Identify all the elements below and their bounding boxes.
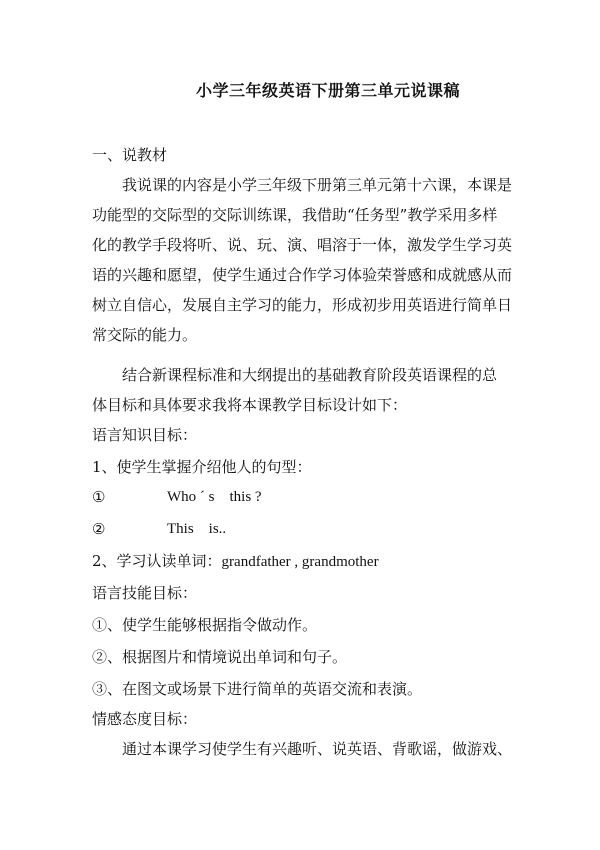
- paragraph-line: 树立自信心，发展自主学习的能力，形成初步用英语进行简单日: [92, 296, 513, 314]
- skill-item-2: ②、根据图片和情境说出单词和句子。: [92, 648, 348, 666]
- paragraph-line: 我说课的内容是小学三年级下册第三单元第十六课，本课是: [122, 176, 513, 194]
- skill-item-3: ③、在图文或场景下进行简单的英语交流和表演。: [92, 680, 423, 698]
- paragraph-line: 语的兴趣和愿望，使学生通过合作学习体验荣誉感和成就感从而: [92, 266, 513, 284]
- objective-item-2-prefix: 2、学习认读单词：: [92, 552, 222, 570]
- section-heading-teaching-material: 一、说教材: [92, 146, 168, 164]
- sentence-pattern-2: This is..: [167, 521, 227, 537]
- sentence-pattern-1: Who ´ s this ?: [167, 489, 262, 505]
- emotion-attitude-heading: 情感态度目标：: [92, 710, 198, 728]
- objective-item-1: 1、使学生掌握介绍他人的句型：: [92, 458, 312, 476]
- paragraph-line: 化的教学手段将听、说、玩、演、唱溶于一体，激发学生学习英: [92, 236, 513, 254]
- objective-item-2: [92, 554, 379, 570]
- language-knowledge-heading: 语言知识目标：: [92, 426, 198, 444]
- paragraph-line: 结合新课程标准和大纲提出的基础教育阶段英语课程的总: [122, 366, 498, 384]
- paragraph-line: 体目标和具体要求我将本课教学目标设计如下：: [92, 396, 408, 414]
- vocabulary-words: grandfather , grandmother: [221, 554, 379, 570]
- document-title: 小学三年级英语下册第三单元说课稿: [195, 81, 460, 100]
- sentence-marker-2: ②: [92, 520, 106, 538]
- paragraph-line: 常交际的能力。: [92, 326, 198, 344]
- language-skill-heading: 语言技能目标：: [92, 584, 198, 602]
- paragraph-line: 功能型的交际型的交际训练课，我借助“任务型”教学采用多样: [92, 206, 498, 224]
- sentence-marker-1: ①: [92, 488, 106, 506]
- skill-item-1: ①、使学生能够根据指令做动作。: [92, 616, 318, 634]
- paragraph-line: 通过本课学习使学生有兴趣听、说英语、背歌谣，做游戏、: [122, 740, 513, 758]
